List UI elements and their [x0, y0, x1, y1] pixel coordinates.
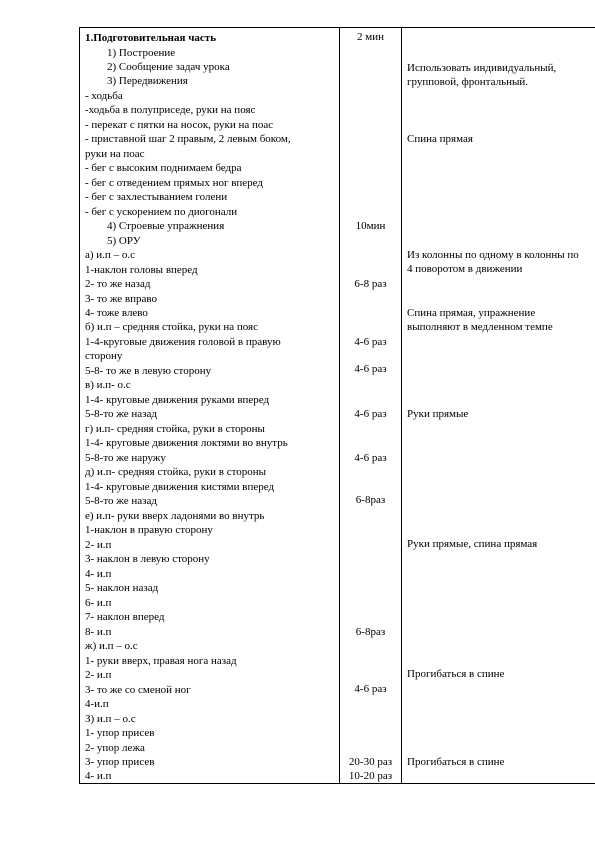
- guideline-text: Руки прямые, спина прямая: [407, 538, 538, 550]
- dosage-value: 20-30 раз: [348, 756, 393, 768]
- list-item: 5-8-то же назад: [85, 408, 157, 420]
- guideline-text: групповой, фронтальный.: [407, 76, 528, 88]
- dosage-value: 6-8раз: [355, 494, 386, 506]
- list-item: б) и.п – средняя стойка, руки на пояс: [85, 321, 258, 333]
- list-item: 2- упор лежа: [85, 742, 145, 754]
- list-item: г) и.п- средняя стойка, руки в стороны: [85, 423, 265, 435]
- list-item: 2- и.п: [85, 539, 112, 551]
- guideline-text: Руки прямые: [407, 408, 469, 420]
- list-item: 3) Передвижения: [107, 75, 188, 87]
- guideline-text: Использовать индивидуальный,: [407, 62, 557, 74]
- list-item: ж) и.п – о.с: [85, 640, 138, 652]
- list-item: в) и.п- о.с: [85, 379, 131, 391]
- list-item: д) и.п- средняя стойка, руки в стороны: [85, 466, 267, 478]
- list-item: -ходьба в полуприседе, руки на пояс: [85, 104, 256, 116]
- dosage-value: 10-20 раз: [348, 770, 393, 782]
- list-item: сторону: [85, 350, 123, 362]
- dosage-value: 4-6 раз: [354, 683, 387, 695]
- dosage-value: 4-6 раз: [354, 408, 387, 420]
- list-item: 5) ОРУ: [107, 235, 141, 247]
- list-item: руки на поас: [85, 148, 145, 160]
- list-item: 3- то же со сменой ног: [85, 684, 191, 696]
- list-item: - бег с отведением прямых ног вперед: [85, 177, 264, 189]
- list-item: 1-4-круговые движения головой в правую: [85, 336, 281, 348]
- guideline-text: Прогибаться в спине: [407, 756, 505, 768]
- content-column: [85, 28, 337, 783]
- dosage-value: 10мин: [355, 220, 386, 232]
- list-item: 4) Строевые упражнения: [107, 220, 225, 232]
- list-item: 3- то же вправо: [85, 293, 157, 305]
- list-item: 6- и.п: [85, 597, 112, 609]
- list-item: - перекат с пятки на носок, руки на поас: [85, 119, 274, 131]
- list-item: 1- руки вверх, правая нога назад: [85, 655, 237, 667]
- dosage-value: 6-8 раз: [354, 278, 387, 290]
- list-item: З) и.п – о.с: [85, 713, 136, 725]
- list-item: 2) Сообщение задач урока: [107, 61, 230, 73]
- list-item: 1-4- круговые движения локтями во внутрь: [85, 437, 288, 449]
- list-item: 4- тоже влево: [85, 307, 148, 319]
- list-item: 5-8-то же назад: [85, 495, 157, 507]
- dosage-value: 4-6 раз: [354, 363, 387, 375]
- list-item: 1-4- круговые движения руками вперед: [85, 394, 270, 406]
- list-item: 1-наклон головы вперед: [85, 264, 198, 276]
- list-item: 4- и.п: [85, 568, 112, 580]
- guideline-text: выполняют в медленном темпе: [407, 321, 553, 333]
- list-item: 4- и.п: [85, 770, 112, 782]
- list-item: е) и.п- руки вверх ладонями во внутрь: [85, 510, 265, 522]
- list-item: 1-наклон в правую сторону: [85, 524, 213, 536]
- dosage-value: 2 мин: [357, 31, 384, 43]
- list-item: - приставной шаг 2 правым, 2 левым боком,: [85, 133, 291, 145]
- list-item: - бег с захлестыванием голени: [85, 191, 228, 203]
- dosage-column: [340, 28, 401, 783]
- list-item: 3- наклон в левую сторону: [85, 553, 210, 565]
- column-divider: [401, 28, 402, 783]
- guideline-text: Спина прямая: [407, 133, 473, 145]
- list-item: а) и.п – о.с: [85, 249, 135, 261]
- list-item: 5-8-то же наружу: [85, 452, 166, 464]
- section-title: 1.Подготовительная часть: [85, 32, 217, 44]
- guidelines-column: [407, 28, 595, 783]
- dosage-value: 4-6 раз: [354, 336, 387, 348]
- list-item: 5- наклон назад: [85, 582, 159, 594]
- list-item: 1-4- круговые движения кистями вперед: [85, 481, 275, 493]
- list-item: 2- то же назад: [85, 278, 151, 290]
- list-item: 3- упор присев: [85, 756, 155, 768]
- guideline-text: 4 поворотом в движении: [407, 263, 523, 275]
- list-item: 4-и.п: [85, 698, 109, 710]
- list-item: 8- и.п: [85, 626, 112, 638]
- list-item: 7- наклон вперед: [85, 611, 165, 623]
- list-item: 2- и.п: [85, 669, 112, 681]
- list-item: 5-8- то же в левую сторону: [85, 365, 212, 377]
- guideline-text: Спина прямая, упражнение: [407, 307, 536, 319]
- dosage-value: 4-6 раз: [354, 452, 387, 464]
- list-item: - бег с высоким поднимаем бедра: [85, 162, 242, 174]
- guideline-text: Из колонны по одному в колонны по: [407, 249, 579, 261]
- list-item: - ходьба: [85, 90, 123, 102]
- lesson-plan-table: [79, 27, 595, 784]
- list-item: - бег с ускорением по диогонали: [85, 206, 238, 218]
- guideline-text: Прогибаться в спине: [407, 668, 505, 680]
- list-item: 1- упор присев: [85, 727, 155, 739]
- dosage-value: 6-8раз: [355, 626, 386, 638]
- list-item: 1) Построение: [107, 47, 176, 59]
